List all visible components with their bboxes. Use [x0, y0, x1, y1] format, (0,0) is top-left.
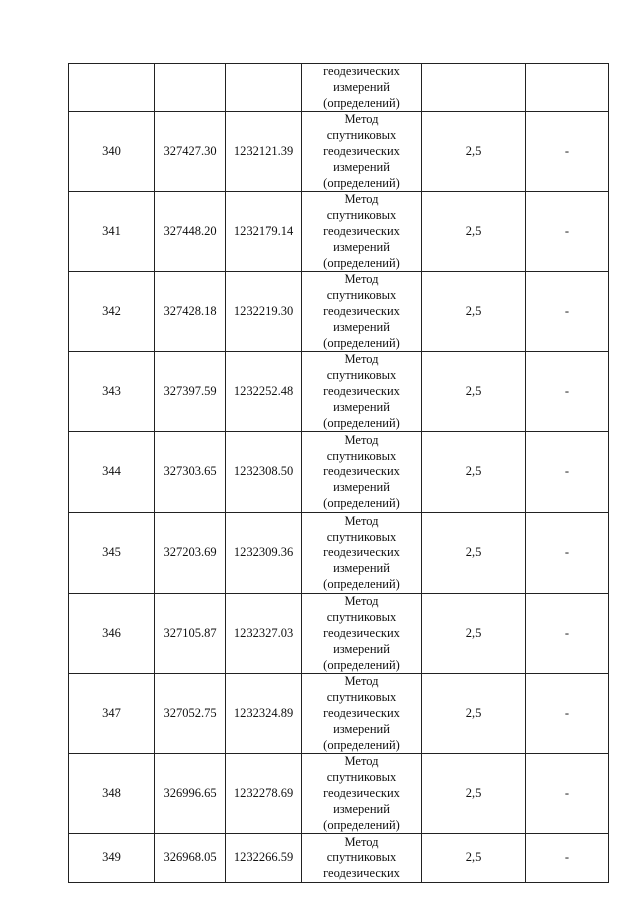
method-cell: [302, 594, 422, 674]
x-coordinate-cell: 327203.69: [155, 513, 226, 594]
method-text-line: спутниковых: [326, 690, 397, 705]
method-cell: [302, 513, 422, 594]
x-coordinate-cell: 326968.05: [155, 834, 226, 883]
point-number-cell: 345: [69, 513, 155, 594]
method-text-line: геодезических: [323, 545, 400, 560]
x-coordinate-cell: 327105.87: [155, 594, 226, 674]
method-text-line: Метод: [344, 674, 379, 689]
method-text-line: (определений): [323, 817, 400, 832]
coordinates-table: [68, 63, 609, 883]
method-text-line: геодезических: [323, 464, 400, 479]
accuracy-cell: 2,5: [422, 754, 526, 834]
table-row: [69, 834, 609, 883]
table-row: [69, 272, 609, 352]
method-text-line: спутниковых: [326, 128, 397, 143]
description-cell: -: [526, 754, 609, 834]
method-text-line: Метод: [344, 192, 379, 207]
method-cell: [302, 352, 422, 432]
method-text-line: (определений): [323, 175, 400, 190]
accuracy-cell: 2,5: [422, 513, 526, 594]
method-text-line: спутниковых: [326, 288, 397, 303]
method-text-line: спутниковых: [326, 610, 397, 625]
method-text-line: спутниковых: [326, 529, 397, 544]
x-coordinate-cell: 327428.18: [155, 272, 226, 352]
method-text-line: измерений: [333, 319, 390, 334]
method-text-line: Метод: [344, 432, 379, 447]
method-text-line: Метод: [344, 594, 379, 609]
method-text-line: Метод: [344, 513, 379, 528]
method-text-line: измерений: [333, 801, 390, 816]
method-text-line: Метод: [344, 272, 379, 287]
method-text-line: геодезических: [323, 303, 400, 318]
method-cell: [302, 432, 422, 513]
method-text-line: (определений): [323, 335, 400, 350]
method-text-line: измерений: [333, 641, 390, 656]
table-row: [69, 64, 609, 112]
method-text-line: геодезических: [323, 383, 400, 398]
method-cell: [302, 834, 422, 883]
method-text-line: геодезических: [323, 705, 400, 720]
method-cell: [302, 272, 422, 352]
description-cell: -: [526, 272, 609, 352]
method-text-line: измерений: [333, 561, 390, 576]
x-coordinate-cell: 326996.65: [155, 754, 226, 834]
accuracy-cell: 2,5: [422, 834, 526, 883]
description-cell: -: [526, 112, 609, 192]
y-coordinate-cell: 1232309.36: [226, 513, 302, 594]
method-text-line: геодезических: [323, 866, 400, 881]
table-row: [69, 112, 609, 192]
x-coordinate-cell: 327397.59: [155, 352, 226, 432]
accuracy-cell: 2,5: [422, 432, 526, 513]
method-text-line: спутниковых: [326, 850, 397, 865]
table-row: [69, 754, 609, 834]
method-text-line: (определений): [323, 255, 400, 270]
method-text-line: (определений): [323, 737, 400, 752]
method-text-line: (определений): [323, 95, 400, 110]
point-number-cell: 340: [69, 112, 155, 192]
description-cell: -: [526, 432, 609, 513]
description-cell: -: [526, 674, 609, 754]
point-number-cell: 348: [69, 754, 155, 834]
accuracy-cell: 2,5: [422, 594, 526, 674]
y-coordinate-cell: [226, 64, 302, 112]
method-text-line: измерений: [333, 79, 390, 94]
x-coordinate-cell: 327448.20: [155, 192, 226, 272]
method-text-line: измерений: [333, 399, 390, 414]
x-coordinate-cell: 327427.30: [155, 112, 226, 192]
y-coordinate-cell: 1232308.50: [226, 432, 302, 513]
method-text-line: измерений: [333, 480, 390, 495]
method-text-line: (определений): [323, 577, 400, 592]
method-text-line: Метод: [344, 754, 379, 769]
accuracy-cell: [422, 64, 526, 112]
method-text-line: геодезических: [323, 64, 400, 78]
y-coordinate-cell: 1232266.59: [226, 834, 302, 883]
point-number-cell: 349: [69, 834, 155, 883]
method-text-line: Метод: [344, 834, 379, 849]
method-text-line: геодезических: [323, 223, 400, 238]
description-cell: -: [526, 352, 609, 432]
y-coordinate-cell: 1232278.69: [226, 754, 302, 834]
description-cell: [526, 64, 609, 112]
method-cell: [302, 674, 422, 754]
coordinates-table-body: [69, 64, 609, 883]
method-cell: [302, 112, 422, 192]
method-text-line: спутниковых: [326, 208, 397, 223]
y-coordinate-cell: 1232179.14: [226, 192, 302, 272]
table-row: [69, 594, 609, 674]
point-number-cell: 346: [69, 594, 155, 674]
y-coordinate-cell: 1232324.89: [226, 674, 302, 754]
accuracy-cell: 2,5: [422, 112, 526, 192]
point-number-cell: 347: [69, 674, 155, 754]
method-text-line: геодезических: [323, 143, 400, 158]
method-cell: [302, 754, 422, 834]
method-cell: [302, 192, 422, 272]
point-number-cell: 344: [69, 432, 155, 513]
x-coordinate-cell: 327303.65: [155, 432, 226, 513]
method-text-line: Метод: [344, 352, 379, 367]
method-text-line: (определений): [323, 415, 400, 430]
y-coordinate-cell: 1232121.39: [226, 112, 302, 192]
method-text-line: Метод: [344, 112, 379, 127]
description-cell: -: [526, 594, 609, 674]
point-number-cell: 343: [69, 352, 155, 432]
table-row: [69, 674, 609, 754]
x-coordinate-cell: [155, 64, 226, 112]
table-row: [69, 192, 609, 272]
point-number-cell: 342: [69, 272, 155, 352]
accuracy-cell: 2,5: [422, 674, 526, 754]
point-number-cell: [69, 64, 155, 112]
accuracy-cell: 2,5: [422, 352, 526, 432]
y-coordinate-cell: 1232252.48: [226, 352, 302, 432]
y-coordinate-cell: 1232327.03: [226, 594, 302, 674]
method-text-line: измерений: [333, 239, 390, 254]
method-text-line: спутниковых: [326, 448, 397, 463]
method-text-line: измерений: [333, 721, 390, 736]
x-coordinate-cell: 327052.75: [155, 674, 226, 754]
table-row: [69, 432, 609, 513]
table-row: [69, 352, 609, 432]
accuracy-cell: 2,5: [422, 272, 526, 352]
y-coordinate-cell: 1232219.30: [226, 272, 302, 352]
description-cell: -: [526, 834, 609, 883]
method-text-line: (определений): [323, 657, 400, 672]
method-text-line: геодезических: [323, 625, 400, 640]
method-text-line: измерений: [333, 159, 390, 174]
description-cell: -: [526, 513, 609, 594]
method-text-line: геодезических: [323, 785, 400, 800]
point-number-cell: 341: [69, 192, 155, 272]
method-text-line: спутниковых: [326, 770, 397, 785]
description-cell: -: [526, 192, 609, 272]
method-cell: [302, 64, 422, 112]
accuracy-cell: 2,5: [422, 192, 526, 272]
table-row: [69, 513, 609, 594]
method-text-line: (определений): [323, 496, 400, 511]
method-text-line: спутниковых: [326, 368, 397, 383]
